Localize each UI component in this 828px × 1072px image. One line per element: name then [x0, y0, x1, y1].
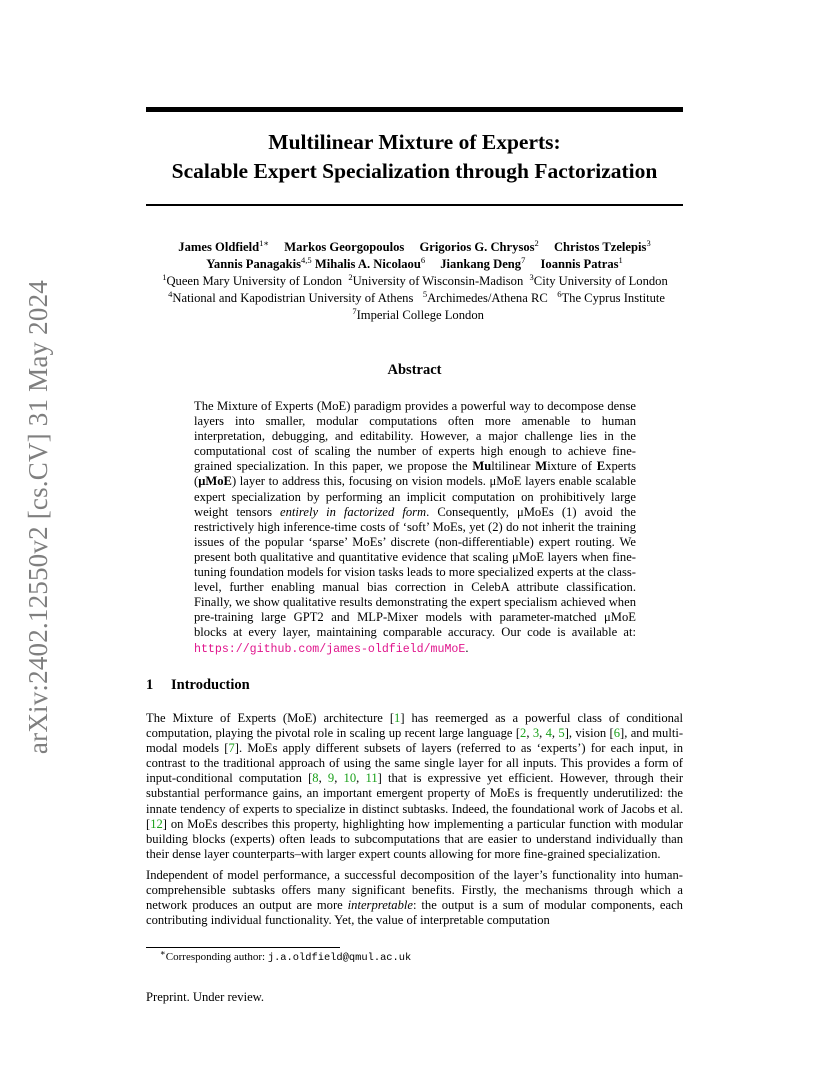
title-line-2: Scalable Expert Specialization through Factorization: [171, 159, 658, 183]
intro-text: Independent of model performance, a successful decomposition of the layer’s functionality into human-comprehensible subtasks offers many significant benefits. Firstly, the mechanisms through which a network produces an output are more: [146, 867, 683, 913]
section-heading: [146, 677, 250, 694]
intro-text: ], vision [: [564, 726, 614, 741]
author-name: Mihalis A. Nicolaou: [314, 257, 421, 271]
introduction-body: [146, 711, 683, 934]
author-line-2: [146, 256, 683, 273]
citation-link[interactable]: 7: [228, 741, 235, 756]
intro-text: ] has reemerged as a powerful class of conditional computation, playing the pivotal role in scaling up recent large language [: [146, 711, 684, 741]
author-sup: 1: [618, 254, 623, 265]
abstract-text: ) layer to address this, focusing on vision models. μMoE layers enable scalable expert specialization by performing an implicit computation on prohibitively large weight tensors: [194, 474, 636, 519]
footnote-rule: [146, 947, 340, 948]
affil-sup: 7: [352, 305, 357, 316]
citation-link[interactable]: 2: [520, 726, 527, 741]
abstract-text: .: [465, 640, 469, 655]
affiliations: [150, 273, 680, 324]
author-name: Grigorios G. Chrysos: [419, 240, 535, 254]
intro-paragraph-2: [146, 868, 683, 928]
citation-link[interactable]: 12: [150, 816, 163, 831]
abstract-text: xperts (: [194, 459, 636, 489]
author-name: James Oldfield: [178, 240, 260, 254]
title-line-1: Multilinear Mixture of Experts:: [268, 130, 561, 154]
citation-link[interactable]: 4: [545, 726, 552, 741]
footnote-text: Corresponding author:: [165, 951, 268, 963]
author-sup: 3: [646, 237, 651, 248]
intro-text: ]. MoEs apply different subsets of layers (referred to as ‘experts’) for each input, in contrast to the traditional approach of using the same single layer for all inputs. This provides a form of input-conditional computation [: [146, 741, 683, 786]
intro-text: ] that is expressive yet efficient. However, through their substantial performance gains, an important emergent property of MoEs is frequently underutilized: the innate tendency of experts to specialize in distinct subtasks. Indeed, the foundational work of Jacobs et al. [: [146, 771, 684, 831]
title-top-rule: [146, 107, 683, 112]
arxiv-stamp-text: arXiv:2402.12550v2 [cs.CV] 31 May 2024: [22, 279, 53, 755]
footnote-email: j.a.oldfield@qmul.ac.uk: [267, 952, 412, 964]
code-link[interactable]: https://github.com/james-oldfield/muMoE: [194, 642, 466, 656]
affiliation: City University of London: [533, 274, 668, 288]
affil-sup: 2: [348, 271, 353, 282]
section-number: 1: [146, 677, 154, 693]
affil-sup: 5: [422, 288, 428, 299]
author-name: Markos Georgopoulos: [284, 240, 405, 254]
citation-link[interactable]: 3: [532, 726, 540, 741]
abstract-text: ltilinear: [491, 459, 536, 474]
abstract-bold: Mu: [472, 459, 492, 474]
author-name: Christos Tzelepis: [553, 240, 647, 254]
author-sup: 4,5: [301, 254, 312, 265]
author-sup: 2: [534, 237, 539, 248]
footnote: [160, 947, 412, 965]
citation-link[interactable]: 1: [394, 711, 401, 725]
author-name: Yannis Panagakis: [206, 257, 302, 271]
footnote-mark: ∗: [160, 947, 166, 958]
author-list: [146, 239, 683, 273]
affil-sup: 1: [162, 271, 167, 282]
citation-link[interactable]: 6: [613, 726, 621, 741]
abstract-bold: M: [535, 459, 548, 474]
abstract-text: ixture of: [547, 459, 597, 474]
abstract-body: [194, 399, 636, 657]
abstract-italic: entirely in factorized form: [280, 504, 427, 519]
title-bottom-rule: [146, 204, 683, 206]
intro-text: : the output is a sum of modular components, each contributing individual functionality. Yet, the value of interpretable computation: [146, 898, 683, 928]
author-name: Ioannis Patras: [540, 257, 619, 271]
author-line-1: [146, 239, 683, 256]
intro-text: The Mixture of Experts (MoE) architecture [: [146, 711, 395, 725]
affiliation: Archimedes/Athena RC: [427, 291, 548, 305]
abstract-bold: μMoE: [198, 474, 232, 489]
citation-link[interactable]: 5: [558, 726, 565, 741]
paper-title: [146, 128, 683, 186]
citation-link[interactable]: 8: [312, 771, 319, 786]
arxiv-stamp: [22, 272, 54, 762]
abstract-text: The Mixture of Experts (MoE) paradigm provides a powerful way to decompose dense layers into smaller, modular computations often more amenable to human interpretation, debugging, and editability. However, a major challenge lies in the computational cost of scaling the number of experts high enough to achieve fine-grained specialization. In this paper, we propose the: [194, 399, 636, 474]
citation-link[interactable]: 10: [343, 771, 357, 786]
affiliation: National and Kapodistrian University of Athens: [172, 291, 414, 305]
abstract-bold: E: [596, 459, 606, 474]
abstract-text: . Consequently, μMoEs (1) avoid the restrictively high inference-time costs of ‘soft’ MoEs, yet (2) do not inherit the training issues of the popular ‘sparse’ MoEs’ discrete (non-differentiable) expert routing. We present both qualitative and quantitative evidence that scaling μMoE layers when fine-tuning foundation models for vision tasks leads to more specialized experts at the class-level, further enabling manual bias correction in CelebA attribute classification. Finally, we show qualitative results demonstrating the expert specialism achieved when pre-training large GPT2 and MLP-Mixer models with parameter-matched μMoE blocks at every layer, maintaining comparable accuracy. Our code is available at:: [194, 504, 636, 640]
abstract-heading: Abstract: [387, 362, 442, 378]
section-title: Introduction: [171, 677, 250, 693]
citation-link[interactable]: 9: [327, 771, 335, 786]
intro-text: ], and multi-modal models [: [146, 726, 684, 756]
affiliation: University of Wisconsin-Madison: [352, 274, 524, 288]
intro-italic: interpretable: [347, 898, 413, 913]
affiliation: The Cyprus Institute: [561, 291, 665, 305]
author-sup: 6: [420, 254, 426, 265]
preprint-note: Preprint. Under review.: [146, 990, 265, 1004]
affil-sup: 6: [557, 288, 562, 299]
author-sup: 7: [521, 254, 526, 265]
affil-sup: 4: [168, 288, 173, 299]
intro-text: ] on MoEs describes this property, highlighting how implementing a particular function with modular building blocks (experts) often leads to subcomputations that are easier to understand individually than their dense layer counterparts–with larger expert counts allowing for more fine-grained specialization.: [146, 816, 683, 861]
affiliation: Imperial College London: [356, 308, 484, 322]
intro-paragraph-1: The Mixture of Experts (MoE) architecture [1] has reemerged as a powerful class of conditional computation, playing the pivotal role in scaling up recent large language [2, 3, 4, 5], vision [6], and multi-modal models [7]. MoEs apply different subsets of layers (referred to as ‘experts’) for each input, in contrast to the traditional approach of using the same single layer for all inputs. This provides a form of input-conditional computation [8, 9, 10, 11] that is expressive yet efficient. However, through their substantial performance gains, an important emergent property of MoEs is frequently underutilized: the innate tendency of experts to specialize in distinct subtasks. Indeed, the foundational work of Jacobs et al. [12] on MoEs describes this property, highlighting how implementing a particular function with modular building blocks (experts) often leads to subcomputations that are easier to understand individually than their dense layer counterparts–with larger expert counts allowing for more fine-grained specialization.: [146, 711, 684, 861]
affiliation: Queen Mary University of London: [166, 274, 343, 288]
author-name: Jiankang Deng: [440, 257, 522, 271]
citation-link[interactable]: 11: [365, 771, 378, 786]
author-sup: 1∗: [259, 237, 270, 248]
affil-sup: 3: [529, 271, 534, 282]
